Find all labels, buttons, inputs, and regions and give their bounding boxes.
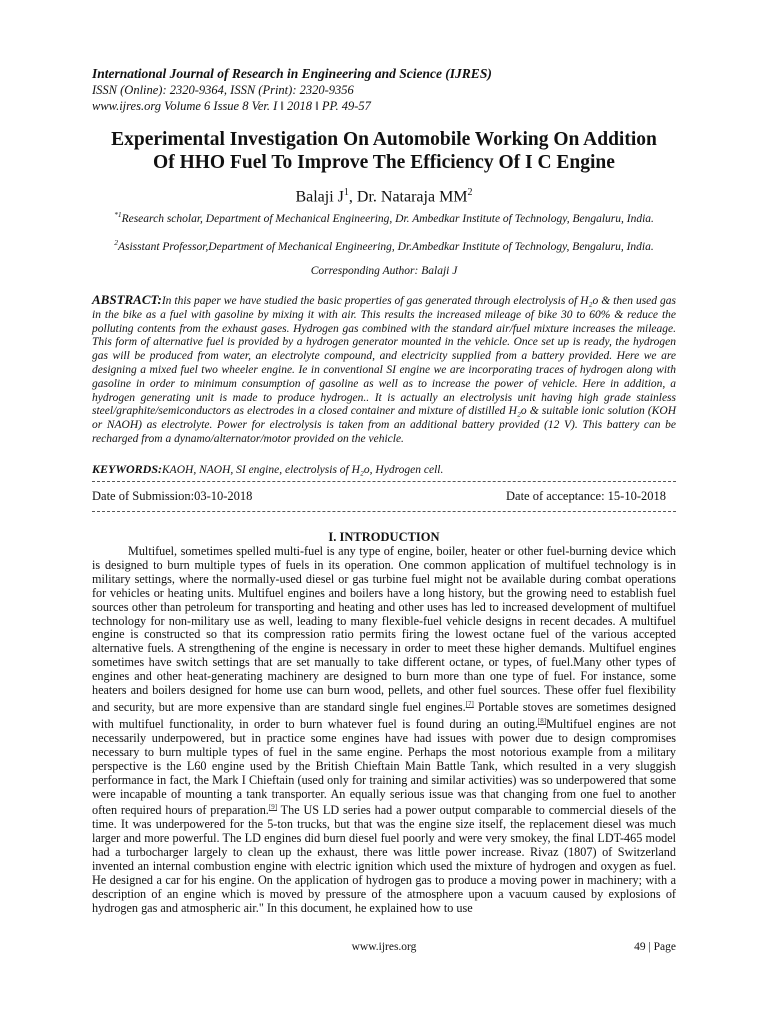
dashed-divider	[92, 511, 676, 512]
keywords-label: KEYWORDS:	[92, 462, 163, 476]
affiliation-1	[92, 208, 676, 226]
page-number: 49 | Page	[634, 941, 676, 953]
corresponding-author: Corresponding Author: Balaji J	[310, 265, 458, 277]
citation-link[interactable]: [9]	[268, 803, 278, 812]
citation-link[interactable]: [7]	[465, 699, 474, 708]
affiliation-mark: 2	[114, 238, 118, 247]
dashed-divider	[92, 481, 676, 482]
paragraph-text: Multifuel engines are not necessarily underpowered, but in practice some engines have had issues with power due to design compromises necessary to burn multiple types of fuel in the same engine. Perhaps the most notorious example from a military perspective is the L60 engine used by the British Chieftain Main Battle Tank, which resulted in a very sluggish performance in fact, the Mark I Chieftain (used only for training and similar activities) was so underpowered that some were incapable of mounting a tank transporter. An equally serious issue was that changing from one fuel to another often required hours of preparation.	[92, 717, 676, 818]
title-line-1: Experimental Investigation On Automobile Working On Addition	[111, 129, 657, 150]
keywords	[92, 462, 676, 477]
author-name: Balaji J	[295, 188, 344, 206]
author-affil-mark: 2	[467, 187, 473, 198]
section-heading: I. INTRODUCTION	[328, 530, 440, 544]
paragraph-text: The US LD series had a power output comparable to commercial diesels of the time. It was underpowered for the 5-ton trucks, but that was the engine size itself, the replacement diesel was much larger and more powerful. The LD engines did burn diesel fuel poorly and were very smokey, the final LDT-465 model had a turbocharger largely to clean up the exhaust, there was little power increase. Rivaz (1807) of Switzerland invented an internal combustion engine with electric ignition which used the mixture of hydrogen and oxygen as fuel. He designed a car for his engine. On the application of hydrogen gas to produce a moving power in machinery; with a description of an engine which is moved by pressure of the atmosphere upon a vacuum caused by explosions of hydrogen gas and atmospheric air." In this document, he explained how to use	[92, 803, 676, 915]
submission-date: Date of Submission:03-10-2018	[92, 489, 253, 503]
author-name: Dr. Nataraja MM	[356, 188, 468, 206]
title-line-2: Of HHO Fuel To Improve The Efficiency Of I C Engine	[153, 152, 615, 173]
paragraph-text: Portable stoves are sometimes designed with multifuel functionality, in order to burn whatever fuel is found during an outing.	[92, 700, 676, 731]
abstract-label: ABSTRACT:	[92, 292, 162, 307]
abstract-text: In this paper we have studied the basic properties of gas generated through electrolysis of H₂o & then used gas in the bike as a fuel with gasoline by mixing it with air. This results the increased mileage of bike 30 to 60% & reduce the polluting contents from the exhaust gases. Hydrogen gas combined with the standard air/fuel mixture increases the mileage. This form of alternative fuel is provided by a hydrogen generator mounted in the vehicle. Once set up is ready, the hydrogen gas will be produced from water, an electrolyte compound, and electricity supplied from a battery provided. Here we are designing a mixed fuel two wheeler engine. Ie in conventional SI engine we are incorporating traces of hydrogen along with gasoline in order to minimum consumption of gasoline as well as to increase the power of vehicle. Here in addition, a hydrogen generating unit is made to produce hydrogen.. It is actually an electrolysis unit having high grade stainless steel/graphite/semiconductors as electrodes in a closed container and mixture of distilled H₂o & suitable ionic solution (KOH or NAOH) as electrolyte. Power for electrolysis is taken from an additional battery provided (12 V). This battery can be recharged from a dynamo/alternator/motor provided on the vehicle.	[92, 295, 676, 445]
journal-name: International Journal of Research in Engineering and Science (IJRES)	[92, 66, 492, 81]
acceptance-date: Date of acceptance: 15-10-2018	[506, 489, 666, 503]
affiliation-text: Research scholar, Department of Mechanical Engineering, Dr. Ambedkar Institute of Technology, Bengaluru, India.	[121, 212, 654, 225]
paper-title	[92, 128, 676, 174]
author-list	[92, 184, 676, 206]
issn-line: ISSN (Online): 2320-9364, ISSN (Print): 2320-9356	[92, 83, 354, 97]
abstract	[92, 293, 676, 447]
keywords-text: KAOH, NAOH, SI engine, electrolysis of H₂o, Hydrogen cell.	[162, 464, 444, 476]
footer-url[interactable]: www.ijres.org	[351, 941, 417, 953]
author-separator: ,	[348, 188, 357, 206]
volume-line: www.ijres.org Volume 6 Issue 8 Ver. I ǁ 2018 ǁ PP. 49-57	[92, 99, 371, 113]
affiliation-2	[92, 236, 676, 254]
paragraph-text: Multifuel, sometimes spelled multi-fuel is any type of engine, boiler, heater or other fuel-burning device which is designed to burn multiple types of fuels in its operation. One common application of multifuel technology is in military settings, where the normally-used diesel or gas turbine fuel might not be available during combat operations for vehicles or heating units. Multifuel engines and boilers have a long history, but the growing need to establish fuel sources other than petroleum for transporting and heating and other uses has led to increased development of multifuel technology for non-military use as well, leading to many flexible-fuel vehicle designs in recent decades. A multifuel engine is constructed so that its compression ratio permits firing the lowest octane fuel of the various accepted alternative fuels. A strengthening of the engine is necessary in order to meet these higher demands. Multifuel engines sometimes have switch settings that are set manually to take different octane, or types, of fuel.Many other types of engines and other heat-generating machinery are designed to burn more than one type of fuel. For instance, some heaters and boilers designed for home use can burn wood, pellets, and other fuel sources. These offer fuel flexibility and security, but are more expensive than are standard single fuel engines.	[92, 544, 676, 715]
citation-link[interactable]: [8]	[537, 716, 547, 725]
affiliation-mark: *1	[114, 210, 122, 219]
intro-paragraph	[92, 545, 676, 916]
journal-header	[92, 66, 676, 114]
author-affil-mark: 1	[343, 187, 349, 198]
affiliation-text: Asisstant Professor,Department of Mechanical Engineering, Dr.Ambedkar Institute of Technology, Bengaluru, India.	[117, 240, 654, 253]
